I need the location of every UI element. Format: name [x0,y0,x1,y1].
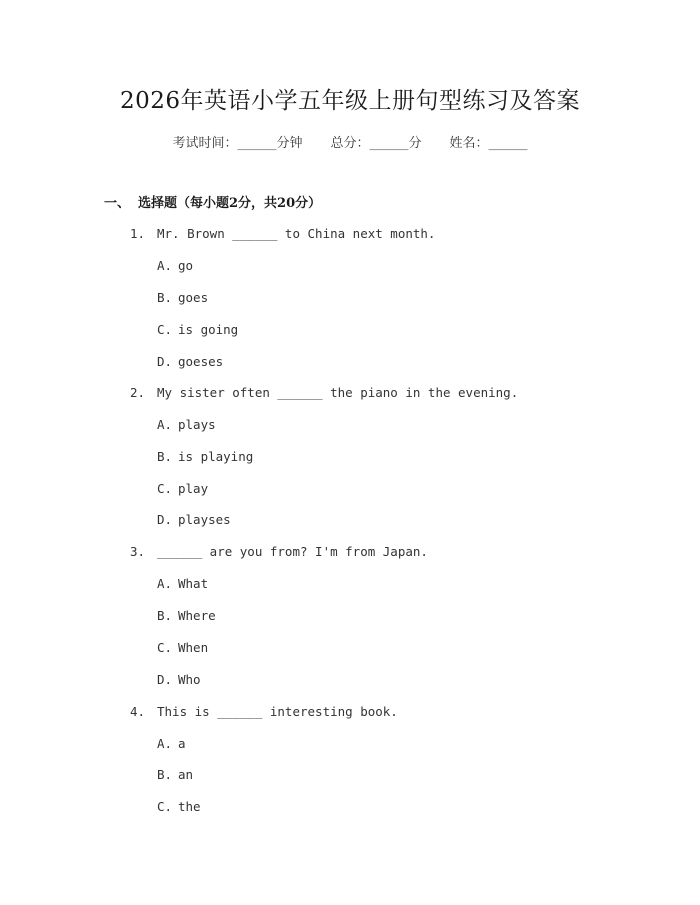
option-1b [157,290,208,305]
option-text: Who [178,672,201,687]
option-text: go [178,258,194,273]
option-3b [157,608,216,623]
option-letter: C. [157,481,173,496]
option-letter: C. [157,640,173,655]
option-2b [157,449,253,464]
option-text: What [178,576,209,591]
option-text: the [178,799,201,814]
option-3d [157,672,201,687]
option-4c [157,799,201,814]
option-text: plays [178,417,216,432]
question-text: ______ are you from? I'm from Japan. [157,544,428,559]
option-text: is playing [178,449,254,464]
option-letter: D. [157,672,173,687]
option-1a [157,258,193,273]
option-letter: B. [157,608,173,623]
option-1d [157,354,223,369]
option-2d [157,512,231,527]
option-letter: A. [157,736,173,751]
option-4b [157,767,193,782]
option-4a [157,736,186,751]
option-letter: B. [157,290,173,305]
option-2a [157,417,216,432]
question-number: 3. [130,544,146,559]
question-number: 2. [130,385,146,400]
option-text: an [178,767,194,782]
option-letter: A. [157,576,173,591]
exam-time-field: 考试时间：______分钟 [172,136,303,151]
option-letter: B. [157,767,173,782]
total-score-field: 总分：______分 [330,136,422,151]
option-text: goes [178,290,209,305]
question-4 [130,704,398,719]
option-letter: D. [157,512,173,527]
option-text: a [178,736,186,751]
section-heading [104,192,321,211]
option-text: is going [178,322,239,337]
option-letter: C. [157,322,173,337]
option-3a [157,576,208,591]
section-number: 一、 [104,196,131,211]
option-letter: C. [157,799,173,814]
question-text: This is ______ interesting book. [157,704,398,719]
option-letter: A. [157,258,173,273]
option-text: goeses [178,354,224,369]
option-1c [157,322,238,337]
option-letter: A. [157,417,173,432]
question-2 [130,385,518,400]
option-text: play [178,481,209,496]
name-field: 姓名：______ [449,136,528,151]
question-number: 4. [130,704,146,719]
question-number: 1. [130,226,146,241]
page-title: 2026年英语小学五年级上册句型练习及答案 [119,88,581,114]
question-text: Mr. Brown ______ to China next month. [157,226,436,241]
option-letter: B. [157,449,173,464]
option-text: playses [178,512,231,527]
section-title: 选择题（每小题2分，共20分） [138,196,322,211]
question-3 [130,544,428,559]
option-2c [157,481,208,496]
exam-meta-row [0,132,700,151]
question-text: My sister often ______ the piano in the evening. [157,385,519,400]
option-letter: D. [157,354,173,369]
option-3c [157,640,208,655]
option-text: When [178,640,209,655]
option-text: Where [178,608,216,623]
question-1 [130,226,435,241]
